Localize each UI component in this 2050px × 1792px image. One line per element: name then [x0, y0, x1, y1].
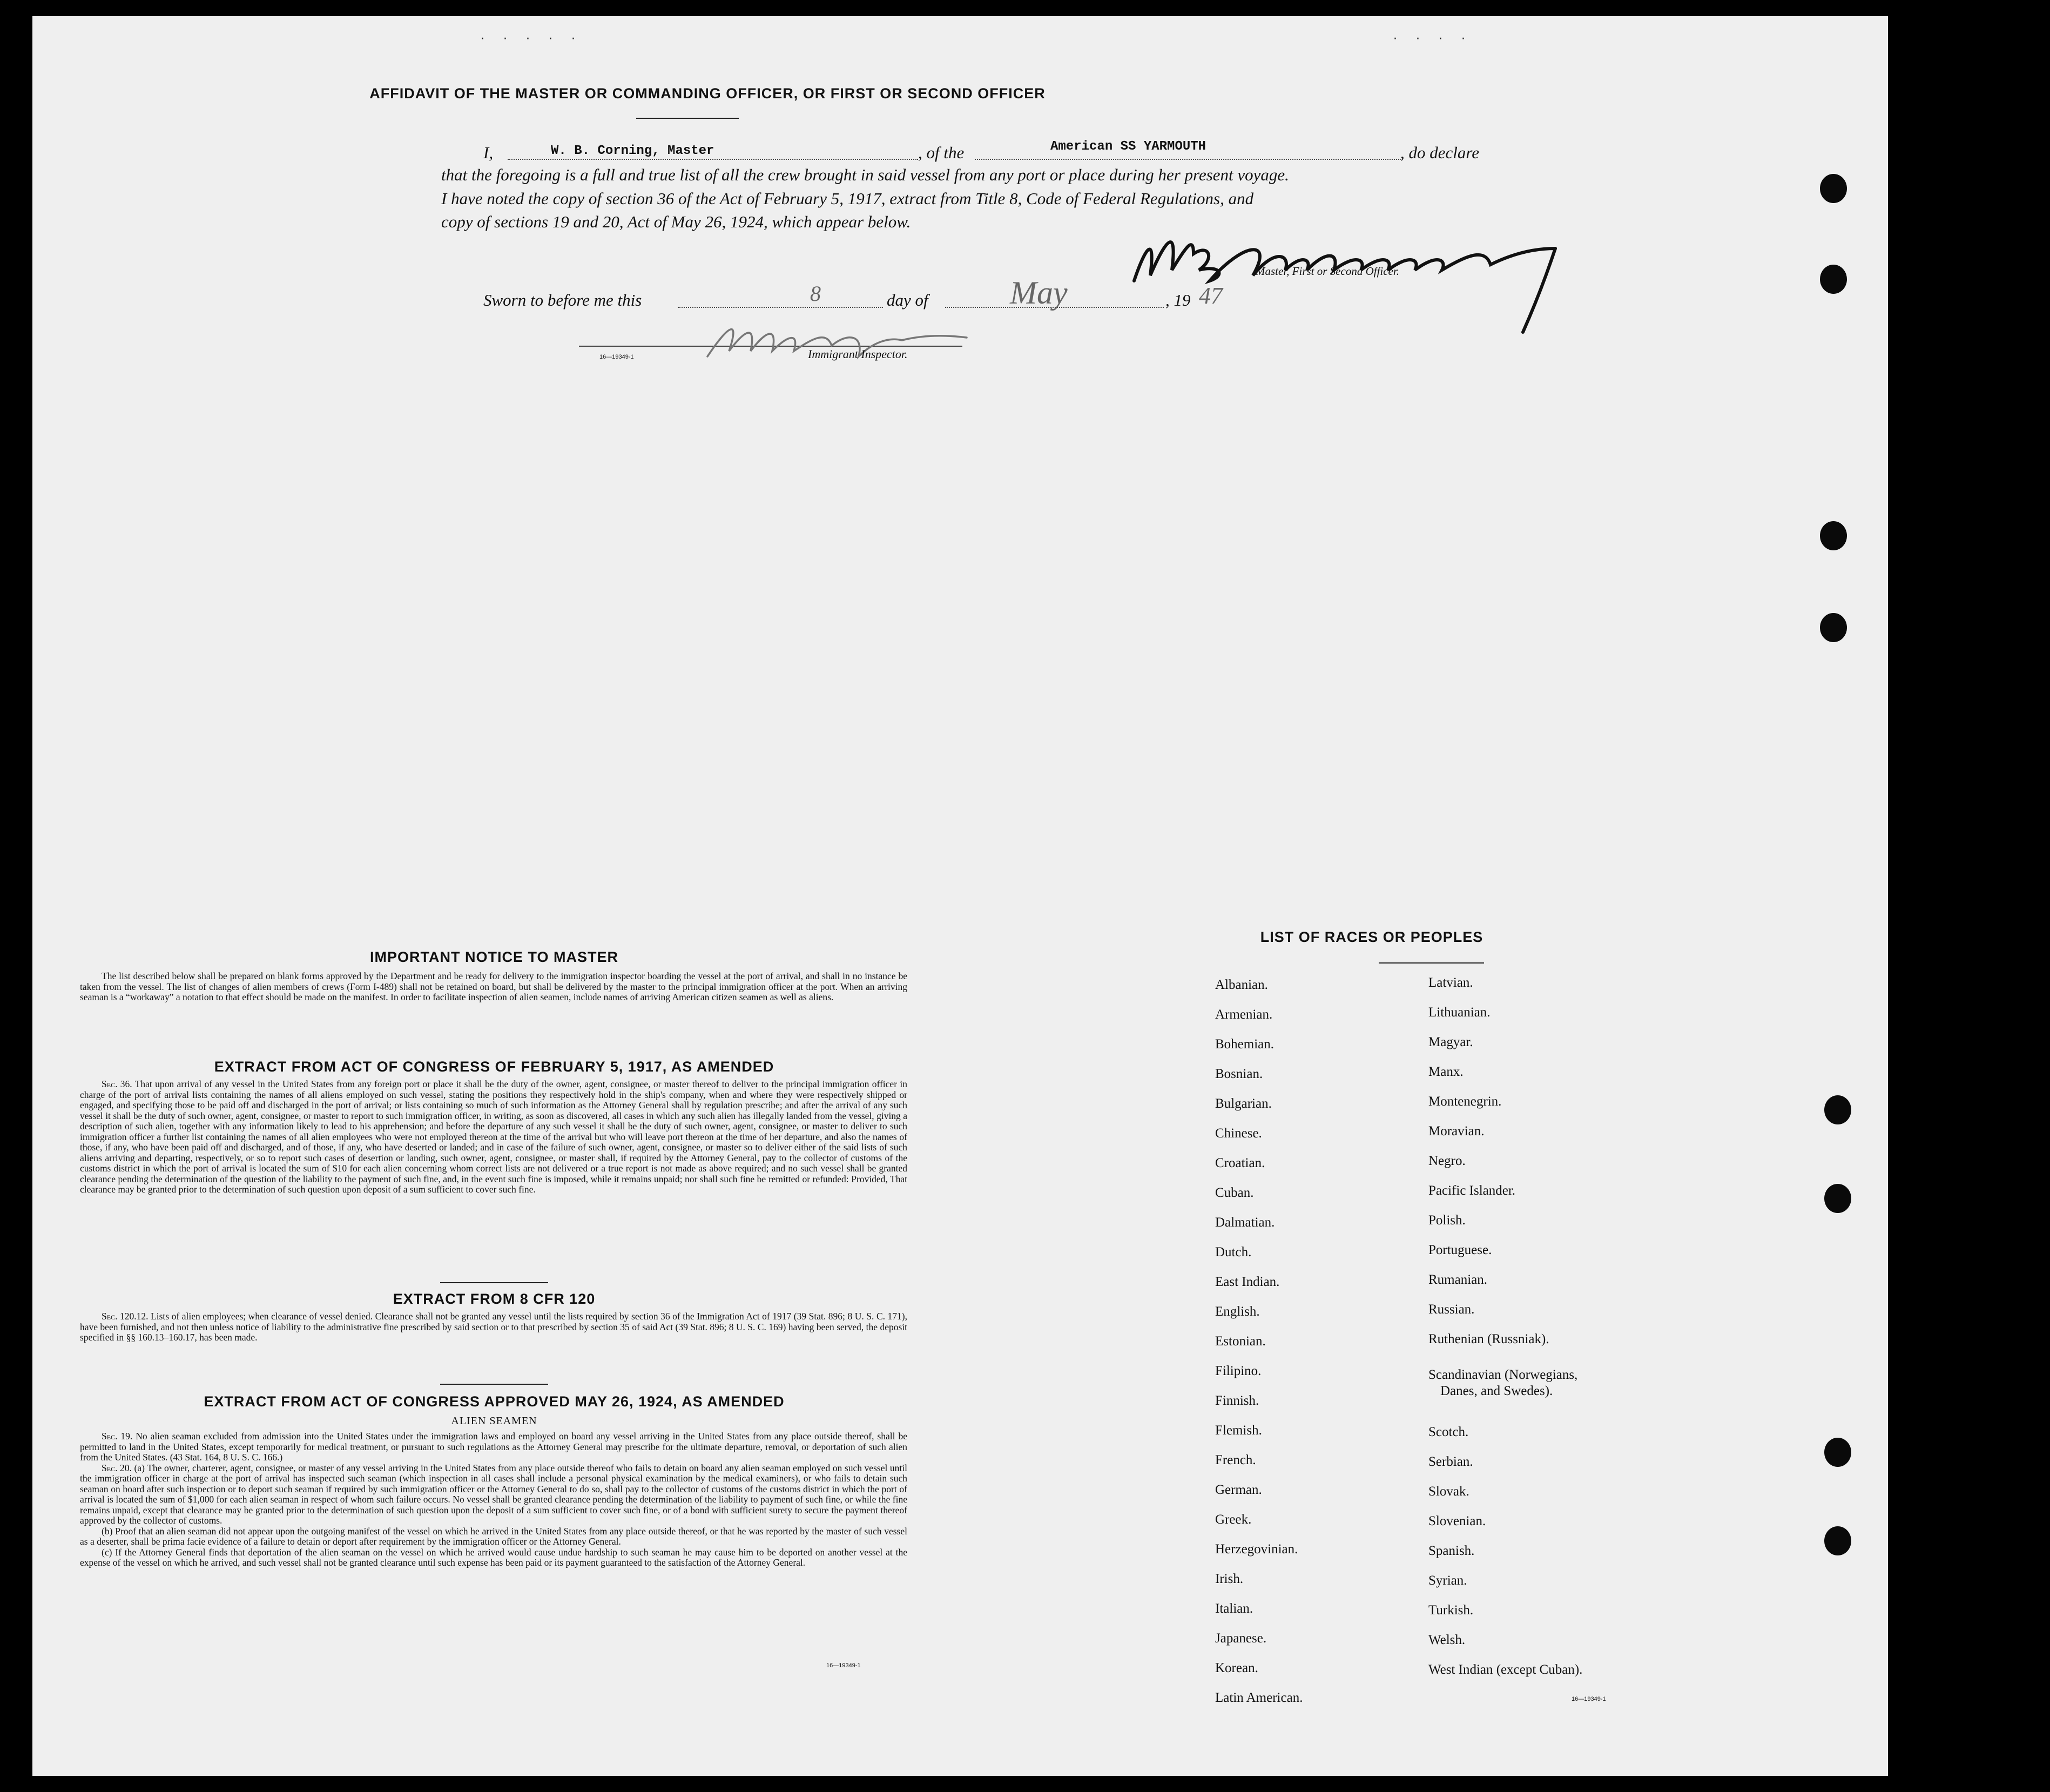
race-item: Manx. [1428, 1065, 1464, 1079]
affidavit-title: AFFIDAVIT OF THE MASTER OR COMMANDING OFFICER, OR FIRST OR SECOND OFFICER [369, 85, 1046, 102]
race-item: Slovak. [1428, 1484, 1469, 1499]
race-item: Rumanian. [1428, 1272, 1488, 1287]
race-item: Danes, and Swedes). [1440, 1384, 1553, 1398]
master-name-field [508, 159, 918, 160]
punch-hole [1824, 1095, 1851, 1124]
race-item: Serbian. [1428, 1454, 1473, 1469]
notice-paragraph: The list described below shall be prepared on blank forms approved by the Department and be ready for delivery to the immigration inspector boarding the vessel at the port of arrival, and shall in no instance be taken from the vessel. The list of changes of alien members of crews (Form I-489) shall not be retained on board, but shall be delivered by the master to the principal immigration officer at the port. When an arriving seaman is a “workaway” a notation to that effect should be made on the manifest. In order to facilitate inspection of alien seamen, include names of arriving American citizen seamen as well as aliens. [80, 971, 907, 1002]
race-item: Portuguese. [1428, 1243, 1492, 1257]
race-item: Montenegrin. [1428, 1094, 1502, 1109]
race-item: Slovenian. [1428, 1514, 1486, 1528]
divider [636, 118, 739, 119]
race-item: French. [1215, 1453, 1256, 1467]
race-item: Russian. [1428, 1302, 1475, 1317]
race-item: Syrian. [1428, 1573, 1467, 1588]
affidavit-body-line: that the foregoing is a full and true list of all the crew brought in said vessel from any port or place during her present voyage. [441, 165, 1289, 184]
race-item: Korean. [1215, 1661, 1258, 1675]
sec-label: Sec. 36. [102, 1079, 132, 1089]
punch-hole [1824, 1526, 1851, 1555]
sec-20a-text: (a) The owner, charterer, agent, consignee, or master of any vessel arriving in the United States from any place outside thereof who fails to detain on board any alien seaman employed on such vessel until the immigration officer in charge at the port of arrival has inspected such seaman (which inspection in all cases shall include a personal physical examination by the medical examiners), or who fails to detain such seaman on board after such inspection or to deport such seaman if required by such immigration officer or the Attorney General to do so, shall pay to the collector of customs of the customs district in which the port of arrival is located the sum of $1,000 for each alien seaman in respect of whom such failure occurs. No vessel shall be granted clearance pending the determination of the liability to payment of such fine, or while the fine remains unpaid, except that clearance may be granted prior to the determination of such question upon the deposit of a sum sufficient to cover such fine, or of a bond with sufficient surety to secure the payment thereof approved by the collector of customs. [80, 1462, 908, 1526]
race-item: Welsh. [1428, 1633, 1466, 1647]
extract-1924-text [80, 1431, 907, 1568]
divider [440, 1282, 548, 1283]
punch-hole [1820, 265, 1847, 294]
race-item: Spanish. [1428, 1544, 1475, 1558]
sec-36-text: That upon arrival of any vessel in the United States from any foreign port or place it shall be the duty of the owner, agent, consignee, or master thereof to deliver to the principal immigration officer in charge of the port of arrival lists containing the names of all aliens employed on such vessel, stating the positions they respectively hold in the ship's company, when and where they were respectively shipped or engaged, and specifying those to be paid off and discharged in the port of arrival; or lists containing so much of such information as the Attorney General shall by regulation prescribe; and after the arrival of any such vessel it shall be the duty of such owner, agent, consignee, or master to report to such immigration officer, in writing, as soon as discovered, all cases in which any such alien has illegally landed from the vessel, giving a description of such alien, together with any information likely to lead to his apprehension; and before the departure of any such vessel it shall be the duty of such owner, agent, consignee, or master to deliver to such immigration officer a further list containing the names of all alien employees who were not employed thereon at the time of the arrival but who will leave port thereon at the time of her departure, and also the names of those, if any, who have been paid off and discharged, and of those, if any, who have deserted or landed; and in case of the failure of such owner, agent, consignee, or master so to deliver either of the said lists of such aliens arriving and departing, respectively, or so to report such cases of desertion or landing, such owner, agent, consignee, or master shall, if required by the Attorney General, pay to the collector of customs of the customs district in which the port of arrival is located the sum of $10 for each alien concerning whom correct lists are not delivered or a true report is not made as above required; and no such vessel shall be granted clearance pending the determination of the question of the liability to the payment of such fine, and, in the event such fine is imposed, while it remains unpaid; nor shall such fine be remitted or refunded: Provided, That clearance may be granted prior to the determination of such question upon deposit of a sum sufficient to cover such fine. [80, 1079, 907, 1195]
signer-caption: Master, First or Second Officer. [1256, 265, 1399, 278]
punch-hole [1820, 521, 1847, 550]
scan-specks: · · · · · [481, 32, 583, 46]
document-page [32, 16, 1888, 1776]
race-item: West Indian (except Cuban). [1428, 1662, 1583, 1677]
race-item: Flemish. [1215, 1423, 1262, 1438]
affidavit-body-line: copy of sections 19 and 20, Act of May 26, 1924, which appear below. [441, 212, 911, 231]
race-item: Lithuanian. [1428, 1005, 1491, 1020]
race-item: Chinese. [1215, 1126, 1262, 1141]
punch-hole [1824, 1184, 1851, 1213]
race-item: Ruthenian (Russniak). [1428, 1332, 1549, 1346]
year-prefix: , 19 [1165, 291, 1191, 309]
race-item: Greek. [1215, 1512, 1252, 1527]
race-item: Bulgarian. [1215, 1096, 1272, 1111]
races-title: LIST OF RACES OR PEOPLES [1260, 929, 1483, 945]
race-item: Negro. [1428, 1154, 1466, 1168]
scan-specks: · · · · [1393, 32, 1473, 46]
extract-1917-title: EXTRACT FROM ACT OF CONGRESS OF FEBRUARY 5, 1917, AS AMENDED [214, 1059, 774, 1075]
race-item: Finnish. [1215, 1393, 1259, 1408]
race-item: Bosnian. [1215, 1067, 1263, 1081]
of-the-label: , of the [918, 143, 965, 162]
form-number: 16—19349-1 [826, 1662, 861, 1669]
race-item: Filipino. [1215, 1364, 1262, 1378]
race-item: Japanese. [1215, 1631, 1267, 1646]
divider [1379, 962, 1484, 964]
race-item: Pacific Islander. [1428, 1183, 1516, 1198]
declare-label: , do declare [1400, 143, 1480, 162]
race-item: Turkish. [1428, 1603, 1474, 1618]
punch-hole [1824, 1438, 1851, 1467]
race-item: Dutch. [1215, 1245, 1252, 1259]
sec-label: Sec. 20. [102, 1462, 132, 1473]
sec-19-text: No alien seaman excluded from admission into the United States under the immigration laws and employed on board any vessel arriving in the United States from any place outside thereof, shall be permitted to land in the United States, except temporarily for medical treatment, or pursuant to such regulations as the Attorney General may prescribe for the ultimate departure, removal, or deportation of such alien from the United States. (43 Stat. 164, 8 U. S. C. 166.) [80, 1431, 908, 1463]
sec-20a-paragraph [80, 1463, 907, 1526]
race-item: Italian. [1215, 1601, 1253, 1616]
master-signature [1112, 216, 1599, 340]
race-item: Polish. [1428, 1213, 1466, 1228]
sec-label: Sec. 120.12. [102, 1311, 149, 1322]
sec-20b-paragraph: (b) Proof that an alien seaman did not appear upon the outgoing manifest of the vessel on which he arrived in the United States from any place outside thereof, or that he was reported by the master of such vessel as a deserter, shall be prima facie evidence of a failure to detain or deport after requirement by the immigration officer or the Attorney General. [80, 1525, 907, 1547]
race-item: East Indian. [1215, 1275, 1280, 1289]
sec-label: Sec. 19. [102, 1431, 133, 1441]
cfr-title: EXTRACT FROM 8 CFR 120 [393, 1291, 596, 1307]
notice-title: IMPORTANT NOTICE TO MASTER [370, 949, 618, 965]
race-item: German. [1215, 1483, 1262, 1497]
master-name: W. B. Corning, Master [551, 144, 714, 158]
race-item: Latvian. [1428, 975, 1473, 990]
race-item: Latin American. [1215, 1690, 1303, 1705]
race-item: English. [1215, 1304, 1260, 1319]
extract-1924-title: EXTRACT FROM ACT OF CONGRESS APPROVED MAY 26, 1924, AS AMENDED [204, 1393, 785, 1410]
affidavit-body-line: I have noted the copy of section 36 of the Act of February 5, 1917, extract from Title 8, Code of Federal Regulations, and [441, 189, 1254, 208]
sec-120-text: Lists of alien employees; when clearance of vessel denied. Clearance shall not be granted any vessel until the lists required by section 36 of the Immigration Act of 1917 (39 Stat. 896; 8 U. S. C. 171), have been furnished, and not then unless notice of liability to the administrative fine prescribed by said section or to that prescribed by section 35 of said Act (39 Stat. 896; 8 U. S. C. 169) having been served, the deposit specified in §§ 160.13–160.17, has been made. [80, 1311, 908, 1343]
punch-hole [1820, 174, 1847, 203]
sworn-prefix: Sworn to before me this [483, 291, 642, 309]
inspector-caption: Immigrant Inspector. [808, 347, 908, 361]
race-item: Albanian. [1215, 978, 1268, 992]
race-item: Irish. [1215, 1572, 1244, 1586]
extract-1917-text [80, 1079, 907, 1195]
punch-hole [1820, 613, 1847, 642]
form-number: 16—19349-1 [1572, 1696, 1606, 1702]
sec-36-paragraph [80, 1079, 907, 1195]
sec-120-paragraph [80, 1311, 907, 1343]
notice-text [80, 971, 907, 1003]
vessel-field [975, 159, 1401, 160]
sec-19-paragraph [80, 1431, 907, 1463]
race-item: Scandinavian (Norwegians, [1428, 1367, 1578, 1382]
race-item: Magyar. [1428, 1035, 1473, 1049]
sworn-day: 8 [810, 281, 821, 306]
sworn-month: May [1010, 275, 1068, 311]
cfr-text [80, 1311, 907, 1343]
race-item: Bohemian. [1215, 1037, 1274, 1052]
affidavit-pronoun: I, [483, 143, 494, 162]
vessel-name: American SS YARMOUTH [1050, 139, 1206, 154]
race-item: Croatian. [1215, 1156, 1265, 1170]
extract-1924-subtitle: ALIEN SEAMEN [451, 1415, 537, 1427]
race-item: Dalmatian. [1215, 1215, 1275, 1230]
race-item: Moravian. [1428, 1124, 1485, 1138]
race-item: Estonian. [1215, 1334, 1266, 1349]
form-number: 16—19349-1 [599, 354, 634, 360]
race-item: Armenian. [1215, 1007, 1273, 1022]
race-item: Scotch. [1428, 1425, 1469, 1439]
day-of-label: day of [887, 291, 928, 309]
race-item: Herzegovinian. [1215, 1542, 1298, 1557]
year-suffix: 47 [1199, 282, 1223, 309]
sec-20c-paragraph: (c) If the Attorney General finds that deportation of the alien seaman on the vessel on which he arrived would cause undue hardship to such seaman he may cause him to be deported on another vessel at the expense of the vessel on which he arrived, and such vessel shall not be granted clearance until such expense has been paid or its payment guaranteed to the satisfaction of the Attorney General. [80, 1546, 907, 1568]
divider [440, 1384, 548, 1385]
race-item: Cuban. [1215, 1185, 1254, 1200]
